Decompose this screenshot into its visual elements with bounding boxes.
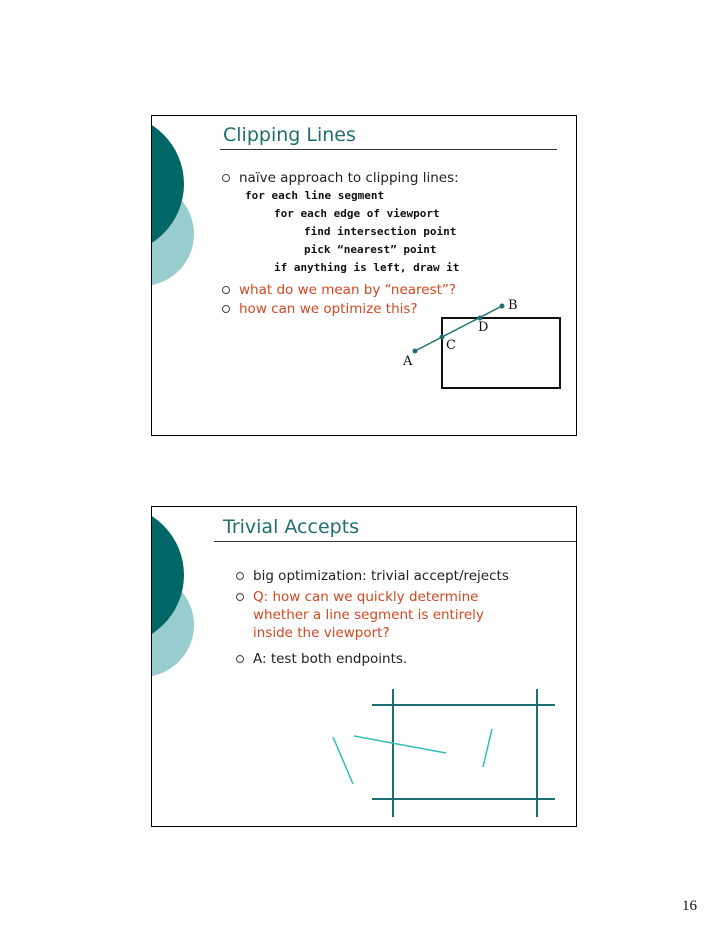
page-number: 16 [682, 898, 697, 914]
question-line-1: Q: how can we quickly determine [253, 589, 479, 605]
segment-crossing [354, 736, 446, 753]
code-line-1: for each line segment [245, 189, 385, 202]
bullet-big-optimization: big optimization: trivial accept/rejects [236, 567, 509, 585]
line-segment-ab [415, 306, 502, 351]
slide-clipping-lines [151, 115, 577, 436]
label-b: B [508, 298, 518, 313]
segment-inside [483, 729, 492, 767]
slide-title: Trivial Accepts [223, 516, 360, 538]
clipping-figure [152, 116, 577, 436]
code-line-2: for each edge of viewport [274, 207, 440, 220]
code-line-3: find intersection point [304, 225, 457, 238]
bullet-optimize: how can we optimize this? [222, 300, 418, 318]
bullet-nearest: what do we mean by “nearest”? [222, 281, 456, 299]
question-line-2: whether a line segment is entirely [253, 607, 484, 623]
point-b [500, 304, 505, 309]
label-c: C [446, 338, 456, 353]
code-line-5: if anything is left, draw it [274, 261, 460, 274]
label-d: D [478, 320, 489, 335]
code-line-4: pick “nearest” point [304, 243, 437, 256]
point-c [440, 335, 445, 340]
slide-title: Clipping Lines [223, 124, 356, 146]
segment-outside-left [333, 737, 353, 784]
label-a: A [403, 354, 413, 369]
trivial-accept-figure [152, 507, 577, 827]
bullet-answer: A: test both endpoints. [236, 650, 407, 668]
bullet-naive-approach: naïve approach to clipping lines: [222, 169, 459, 187]
point-a [413, 349, 418, 354]
question-line-3: inside the viewport? [253, 625, 390, 641]
slide-trivial-accepts [151, 506, 577, 827]
